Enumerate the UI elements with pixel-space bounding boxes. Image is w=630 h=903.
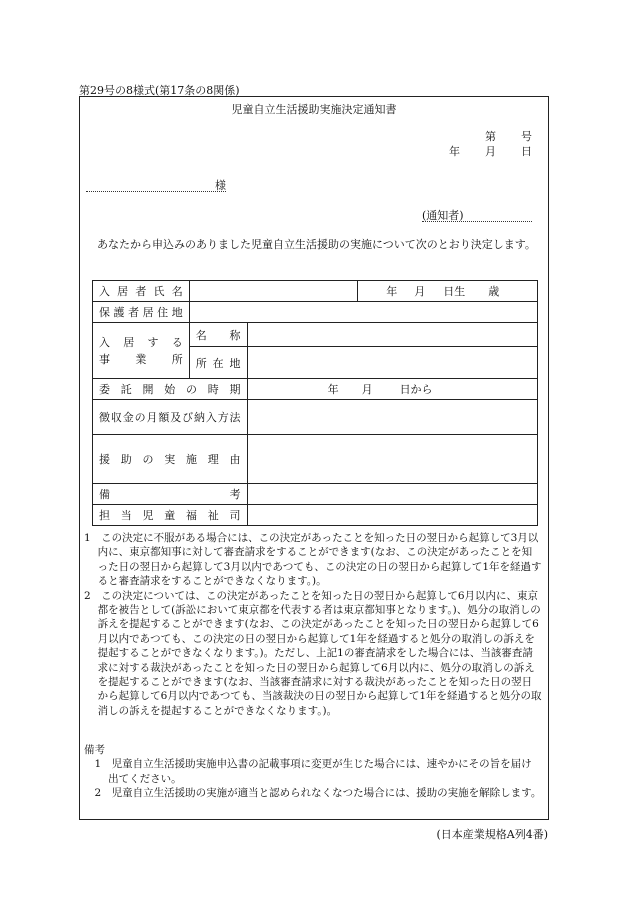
addressee-line (86, 177, 226, 192)
notice-form (79, 96, 549, 820)
document-number-date (446, 129, 532, 159)
reason-value (247, 435, 537, 484)
facility-location-label: 所在地 (189, 347, 247, 379)
fee-label: 徴収金の月額及び納入方法 (93, 400, 248, 435)
birth-age: 歳 (488, 285, 500, 298)
document-number (446, 129, 532, 144)
worker-label: 担当児童福祉司 (93, 505, 248, 526)
addressee-suffix: 様 (215, 179, 226, 192)
start-day: 日から (399, 383, 433, 396)
remarks-label-start: 備 (99, 488, 110, 501)
birth-year: 年 (386, 285, 398, 298)
number-prefix: 第 (485, 130, 496, 143)
notifier-label: (通知者) (422, 209, 464, 222)
form-title: 児童自立生活援助実施決定通知書 (231, 103, 397, 116)
facility-name-label: 名称 (189, 323, 247, 347)
form-caption: 第29号の8様式(第17条の8関係) (79, 84, 240, 97)
birth-month: 月 (414, 285, 426, 298)
remarks-title: 備考 (84, 744, 105, 756)
birth-day: 日生 (443, 285, 466, 298)
facility-label-line-2: 事業所 (99, 352, 183, 366)
start-year: 年 (327, 383, 339, 396)
resident-birth-date (358, 281, 538, 302)
date-year: 年 (449, 145, 460, 158)
remarks-section (84, 743, 542, 801)
decision-table (92, 280, 538, 526)
remark-1: 1 児童自立生活援助実施申込書の記載事項に変更が生じた場合には、速やかにその旨を届け出てください。 (94, 758, 532, 785)
remarks-value (247, 484, 537, 505)
number-suffix: 号 (521, 130, 532, 143)
remarks-label (93, 484, 248, 505)
reason-label: 援助の実施理由 (93, 435, 248, 484)
resident-name-value (189, 281, 358, 302)
notifier-line (422, 207, 532, 222)
facility-location-value (247, 347, 537, 379)
fee-value (247, 400, 537, 435)
resident-name-label: 入居者氏名 (93, 281, 190, 302)
appeal-note-1: 1 この決定に不服がある場合には、この決定があったことを知った日の翌日から起算して3月以内に、東京都知事に対して審査請求をすることができます(なお、この決定があったことを知った日の翌日から起算して3月以内であつても、この決定の日の翌日から起算して1年を経過すると審査請求をすることができなくなります。)。 (84, 532, 542, 588)
appeal-notes (84, 531, 542, 718)
remark-2: 2 児童自立生活援助の実施が適当と認められなくなつた場合には、援助の実施を解除します。 (94, 787, 542, 800)
appeal-note-2: 2 この決定については、この決定があったことを知った日の翌日から起算して6月以内に、東京都を被告として(訴訟において東京都を代表する者は東京都知事となります。)、処分の取消しの訴えを提起することができます(なお、この決定があったことを知った日の翌日から起算して6月以内であつても、この決定の日の翌日から起算して1年を経過すると処分の取消しの訴えを提起することができなくなります。)。ただし、上記1の審査請求をした場合には、当該審査請求に対する裁決があったことを知った日の翌日から起算して6月以内に、処分の取消しの訴えを提起することができます(なお、当該審査請求に対する裁決があったことを知った日の翌日から起算して6月以内であつても、当該裁決の日の翌日から起算して1年を経過すると処分の取消しの訴えを提起することができなくなります。)。 (84, 589, 542, 717)
worker-value (247, 505, 537, 526)
guardian-address-value (189, 302, 537, 323)
facility-label (93, 323, 190, 379)
date-day: 日 (521, 145, 532, 158)
start-month: 月 (361, 383, 373, 396)
issue-date (446, 144, 532, 159)
facility-label-line-1: 入居する (99, 335, 183, 349)
intro-text: あなたから申込みのありました児童自立生活援助の実施について次のとおり決定します。 (97, 238, 536, 251)
paper-size-footer: (日本産業規格A列4番) (436, 828, 548, 841)
date-month: 月 (485, 145, 496, 158)
facility-name-value (247, 323, 537, 347)
remarks-label-end: 考 (229, 488, 241, 501)
start-date-value (247, 379, 537, 400)
guardian-address-label: 保護者居住地 (93, 302, 190, 323)
start-date-label: 委託開始の時期 (93, 379, 248, 400)
